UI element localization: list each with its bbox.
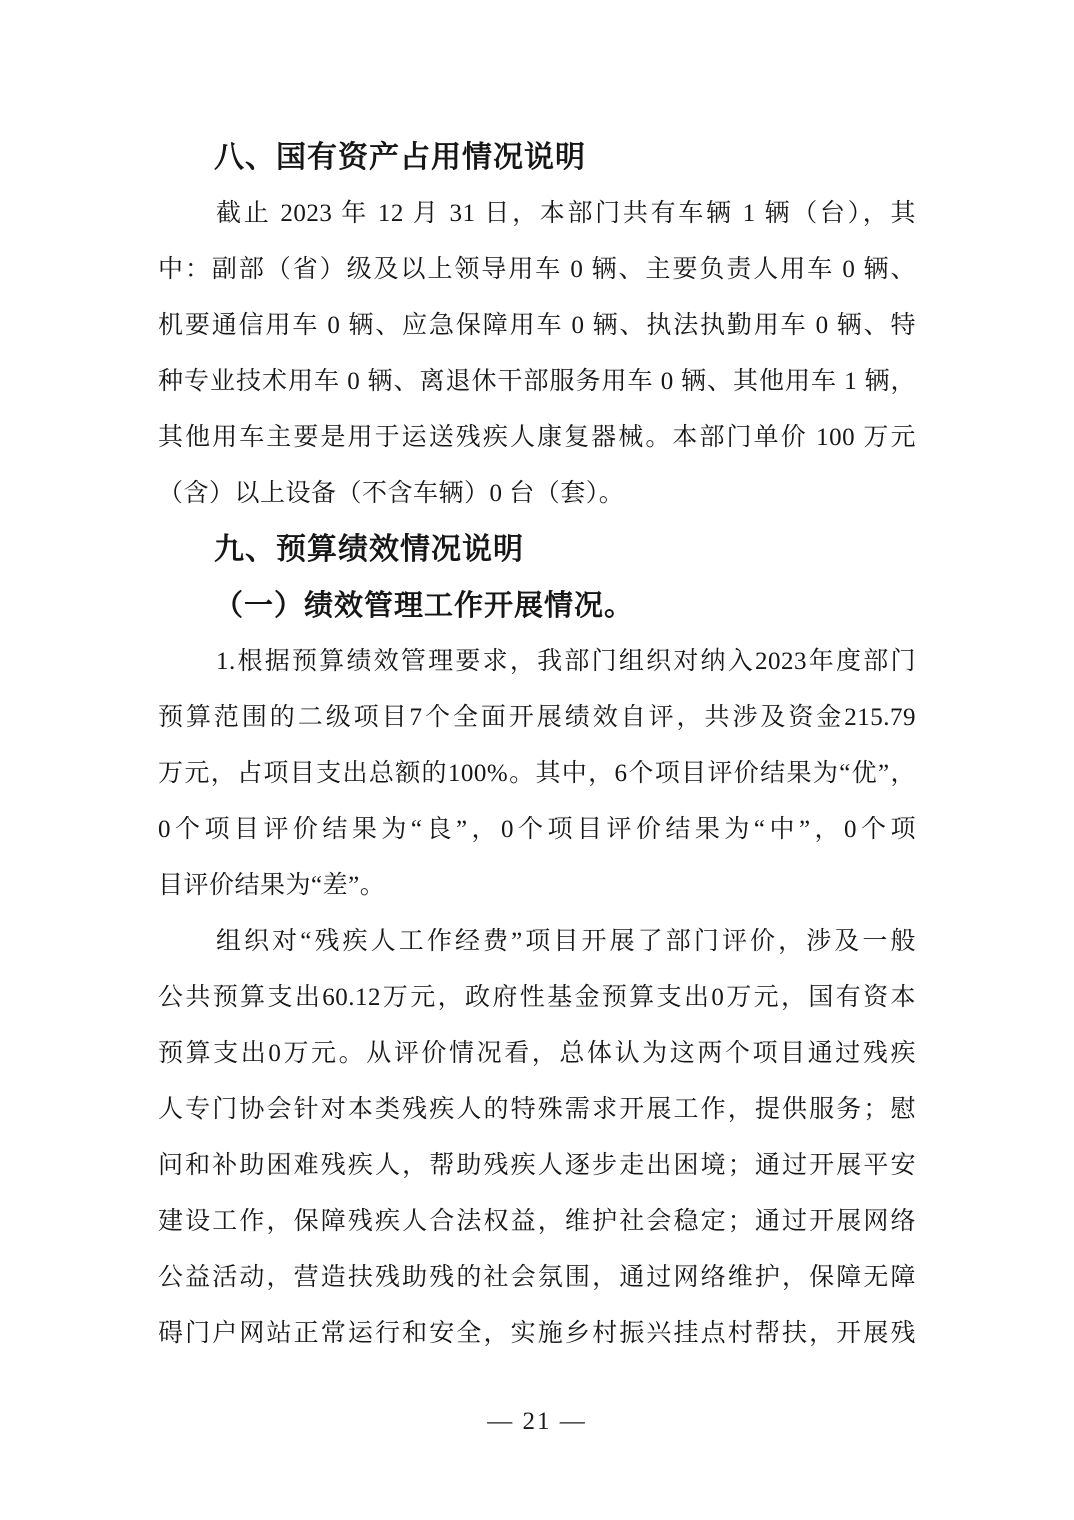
section-8-heading: 八、国有资产占用情况说明 bbox=[214, 141, 586, 174]
doc-line: 碍门户网站正常运行和安全，实施乡村振兴挂点村帮扶，开展残 bbox=[158, 1320, 916, 1347]
section-9-heading: 九、预算绩效情况说明 bbox=[214, 533, 524, 566]
doc-line: 中：副部（省）级及以上领导用车 0 辆、主要负责人用车 0 辆、 bbox=[158, 256, 916, 283]
page-number: — 21 — bbox=[487, 1408, 587, 1435]
doc-line: 截止 2023 年 12 月 31 日，本部门共有车辆 1 辆（台），其 bbox=[216, 200, 916, 227]
doc-line: 组织对“残疾人工作经费”项目开展了部门评价，涉及一般 bbox=[216, 928, 916, 955]
doc-line: 预算支出0万元。从评价情况看，总体认为这两个项目通过残疾 bbox=[158, 1040, 916, 1067]
doc-line: （含）以上设备（不含车辆）0 台（套）。 bbox=[158, 480, 625, 507]
doc-line: 1.根据预算绩效管理要求，我部门组织对纳入2023年度部门 bbox=[216, 648, 916, 675]
doc-line: 其他用车主要是用于运送残疾人康复器械。本部门单价 100 万元 bbox=[158, 424, 916, 451]
doc-line: 种专业技术用车 0 辆、离退休干部服务用车 0 辆、其他用车 1 辆， bbox=[158, 368, 916, 395]
doc-line: 公益活动，营造扶残助残的社会氛围，通过网络维护，保障无障 bbox=[158, 1264, 916, 1291]
doc-line: 公共预算支出60.12万元，政府性基金预算支出0万元，国有资本 bbox=[158, 984, 916, 1011]
doc-line: 预算范围的二级项目7个全面开展绩效自评，共涉及资金215.79 bbox=[158, 704, 916, 731]
doc-line: 人专门协会针对本类残疾人的特殊需求开展工作，提供服务；慰 bbox=[158, 1096, 916, 1123]
doc-line: 目评价结果为“差”。 bbox=[158, 872, 386, 899]
document-text-body bbox=[158, 130, 916, 1362]
section-9-1-subheading: （一）绩效管理工作开展情况。 bbox=[214, 590, 635, 622]
doc-line: 机要通信用车 0 辆、应急保障用车 0 辆、执法执勤用车 0 辆、特 bbox=[158, 312, 916, 339]
doc-line: 0个项目评价结果为“良”，0个项目评价结果为“中”，0个项 bbox=[158, 816, 916, 843]
doc-line: 问和补助困难残疾人，帮助残疾人逐步走出困境；通过开展平安 bbox=[158, 1152, 916, 1179]
doc-line: 建设工作，保障残疾人合法权益，维护社会稳定；通过开展网络 bbox=[158, 1208, 916, 1235]
doc-line: 万元，占项目支出总额的100%。其中，6个项目评价结果为“优”， bbox=[158, 760, 916, 787]
